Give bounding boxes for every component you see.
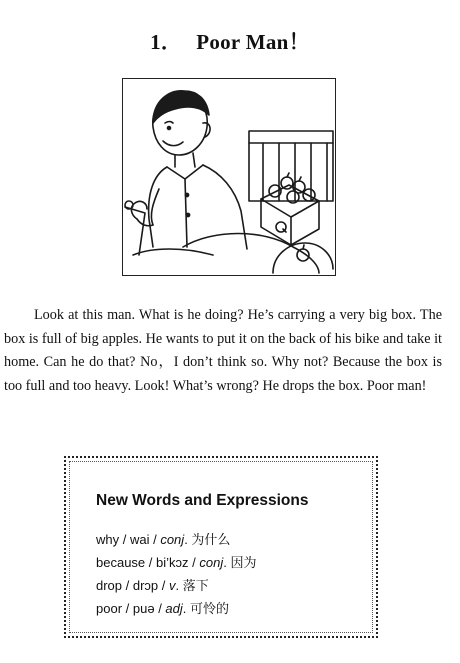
vocab-part-of-speech: v [169,578,176,593]
vocab-word: why [96,532,120,547]
vocab-meaning: 为什么 [191,532,231,547]
vocab-meaning: 落下 [182,578,209,593]
vocabulary-entry: poor / puə / adj. 可怜的 [96,601,230,616]
vocab-word: poor [96,601,123,616]
vocab-word: drop [96,578,123,593]
vocabulary-entry: drop / drɔp / v. 落下 [96,578,209,593]
vocab-meaning: 可怜的 [190,601,230,616]
vocab-meaning: 因为 [230,555,257,570]
story-paragraph: Look at this man. What is he doing? He’s carrying a very big box. The box is full of big apples. He wants to put it on the back of his bike and take it home. Can he do that? No，I don’t think so. Why not? Because the box is too full and too heavy. Look! What’s wrong? He drops the box. Poor man! [4,307,442,394]
vocab-part-of-speech: conj [199,555,224,570]
vocab-phonetic: bi’kɔz [156,555,189,570]
vocabulary-list [96,528,256,620]
vocab-word: because [96,555,146,570]
vocabulary-box [64,456,378,638]
lesson-title-text: Poor Man！ [196,30,310,54]
vocab-phonetic: drɔp [132,578,159,593]
illustration-man-on-bike [122,78,336,276]
lesson-title [0,26,460,56]
vocab-part-of-speech: adj [165,601,183,616]
vocabulary-entry: why / wai / conj. 为什么 [96,532,231,547]
vocab-part-of-speech: conj [160,532,185,547]
lesson-number: 1． [150,30,183,54]
vocabulary-entry: because / bi’kɔz / conj. 因为 [96,555,257,570]
vocab-phonetic: puə [132,601,155,616]
vocabulary-heading: New Words and Expressions [96,492,309,509]
vocab-phonetic: wai [129,532,150,547]
